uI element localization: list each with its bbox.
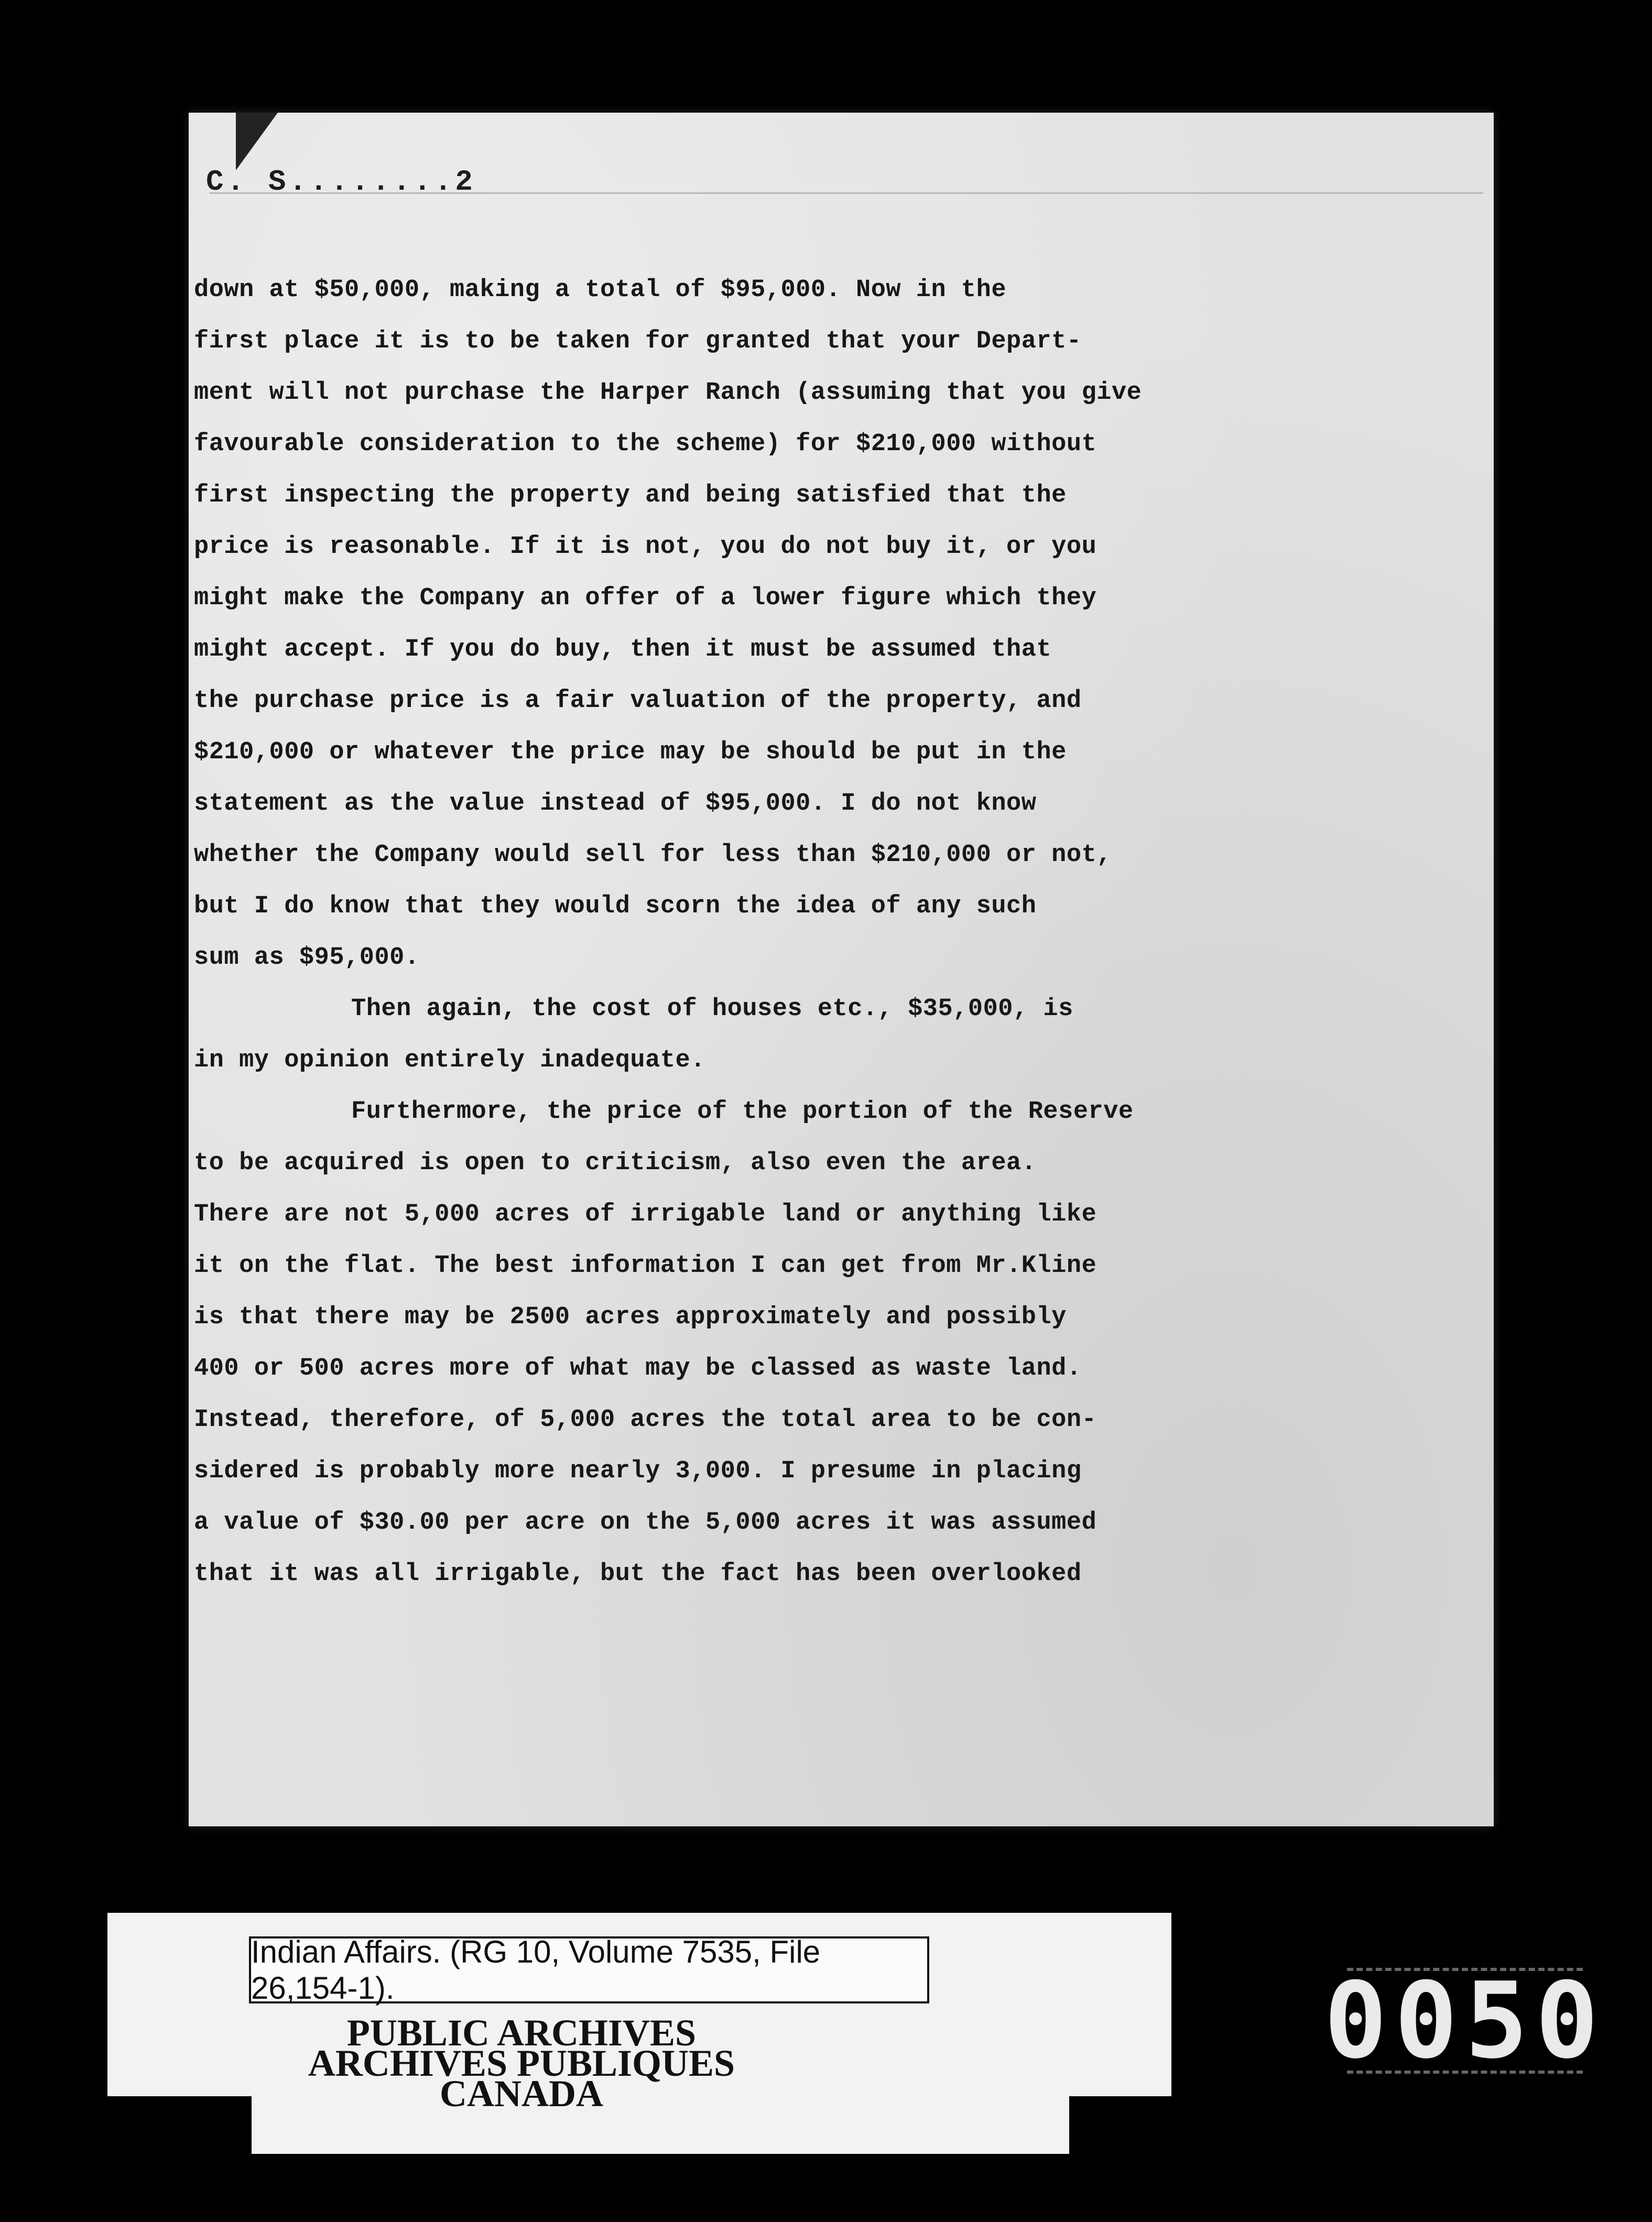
text-line: sidered is probably more nearly 3,000. I presume in placing [194, 1457, 1082, 1485]
text-line: price is reasonable. If it is not, you do not buy it, or you [194, 533, 1097, 561]
text-line: first place it is to be taken for granted that your Depart- [194, 328, 1082, 355]
archive-label [107, 1913, 1171, 2115]
text-line: might make the Company an offer of a lower figure which they [194, 584, 1097, 612]
text-line: There are not 5,000 acres of irrigable land or anything like [194, 1201, 1097, 1228]
text-line: ment will not purchase the Harper Ranch (assuming that you give [194, 379, 1142, 407]
institution-line: PUBLIC ARCHIVES [346, 2012, 697, 2054]
text-line: Then again, the cost of houses etc., $35,000, is [351, 995, 1073, 1023]
text-line: to be acquired is open to criticism, also even the area. [194, 1149, 1037, 1177]
text-line: Instead, therefore, of 5,000 acres the total area to be con- [194, 1406, 1097, 1434]
text-line: a value of $30.00 per acre on the 5,000 acres it was assumed [194, 1509, 1097, 1537]
text-line: it on the flat. The best information I can get from Mr.Kline [194, 1252, 1097, 1280]
text-line: first inspecting the property and being satisfied that the [194, 482, 1067, 509]
text-line: is that there may be 2500 acres approximately and possibly [194, 1303, 1067, 1331]
frame-number: 0050 [1324, 1959, 1606, 2082]
page-header: C. S........2 [206, 165, 476, 199]
letter-body [194, 265, 1373, 1600]
archive-reference: Indian Affairs. (RG 10, Volume 7535, File 26,154-1). [249, 1936, 929, 2003]
text-line: down at $50,000, making a total of $95,000. Now in the [194, 276, 1007, 304]
text-line: in my opinion entirely inadequate. [194, 1047, 705, 1074]
institution-line: CANADA [440, 2073, 603, 2115]
text-line: statement as the value instead of $95,000. I do not know [194, 790, 1037, 818]
text-line: sum as $95,000. [194, 944, 420, 972]
text-line: might accept. If you do buy, then it must be assumed that [194, 636, 1052, 663]
text-line: $210,000 or whatever the price may be should be put in the [194, 738, 1067, 766]
text-line: Furthermore, the price of the portion of the Reserve [351, 1098, 1134, 1126]
archive-institution [107, 2012, 936, 2115]
institution-line: ARCHIVES PUBLIQUES [308, 2042, 735, 2084]
page-corner-fold [236, 113, 278, 170]
text-line: 400 or 500 acres more of what may be classed as waste land. [194, 1355, 1082, 1382]
text-line: the purchase price is a fair valuation of the property, and [194, 687, 1082, 715]
text-line: favourable consideration to the scheme) for $210,000 without [194, 430, 1097, 458]
text-line: that it was all irrigable, but the fact has been overlooked [194, 1560, 1082, 1588]
text-line: but I do know that they would scorn the idea of any such [194, 892, 1037, 920]
text-line: whether the Company would sell for less than $210,000 or not, [194, 841, 1112, 869]
